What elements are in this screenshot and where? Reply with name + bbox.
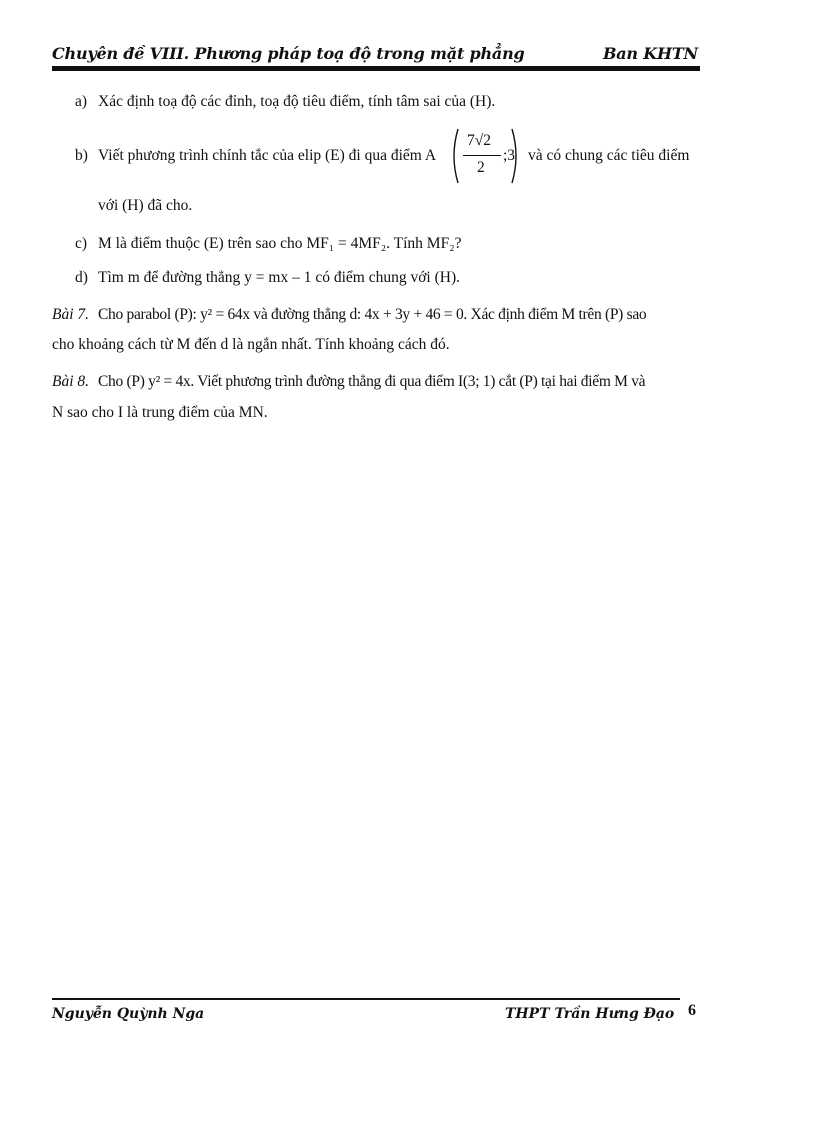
fraction-trailing: ;3 bbox=[503, 147, 516, 164]
item-d-label: d) bbox=[75, 269, 88, 286]
item-b-text: Viết phương trình chính tắc của elip (E) đi qua điểm A bbox=[98, 147, 437, 164]
bai7-line2: cho khoảng cách từ M đến d là ngắn nhất. Tính khoảng cách đó. bbox=[52, 336, 450, 353]
right-paren bbox=[511, 128, 521, 184]
bai8-line2: N sao cho I là trung điểm của MN. bbox=[52, 404, 268, 421]
item-b-text-end: và có chung các tiêu điểm bbox=[528, 147, 690, 164]
item-a-label: a) bbox=[75, 93, 88, 110]
fraction-denominator: 2 bbox=[477, 159, 485, 176]
item-c-text: M là điểm thuộc (E) trên sao cho MF₁ = 4MF₂. Tính MF₂? bbox=[98, 235, 462, 252]
footer-divider bbox=[52, 998, 680, 1000]
item-c-label: c) bbox=[75, 235, 88, 252]
header-title: Chuyên đề VIII. Phương pháp toạ độ trong mặt phẳng bbox=[52, 44, 525, 63]
footer-author: Nguyễn Quỳnh Nga bbox=[52, 1006, 205, 1022]
item-a-text: Xác định toạ độ các đỉnh, toạ độ tiêu điểm, tính tâm sai của (H). bbox=[98, 93, 496, 110]
bai7-title: Bài 7. bbox=[52, 306, 90, 323]
bai7-line1: Cho parabol (P): y² = 64x và đường thẳng d: 4x + 3y + 46 = 0. Xác định điểm M trên (P) sao bbox=[98, 306, 647, 323]
bai8-line1: Cho (P) y² = 4x. Viết phương trình đường thẳng đi qua điểm I(3; 1) cắt (P) tại hai điểm M và bbox=[98, 373, 646, 390]
left-paren bbox=[449, 128, 459, 184]
item-d-text: Tìm m để đường thẳng y = mx – 1 có điểm chung với (H). bbox=[98, 269, 460, 286]
item-b-label: b) bbox=[75, 147, 88, 164]
fraction-numerator: 7√2 bbox=[467, 132, 492, 149]
fraction-bar bbox=[463, 155, 501, 156]
item-b-continuation: với (H) đã cho. bbox=[98, 197, 193, 214]
header-department: Ban KHTN bbox=[602, 44, 698, 63]
bai8-title: Bài 8. bbox=[52, 373, 90, 390]
page-number: 6 bbox=[688, 1002, 696, 1019]
footer-school: THPT Trần Hưng Đạo bbox=[505, 1006, 675, 1022]
point-a-fraction bbox=[449, 128, 521, 184]
header-divider bbox=[52, 66, 700, 71]
